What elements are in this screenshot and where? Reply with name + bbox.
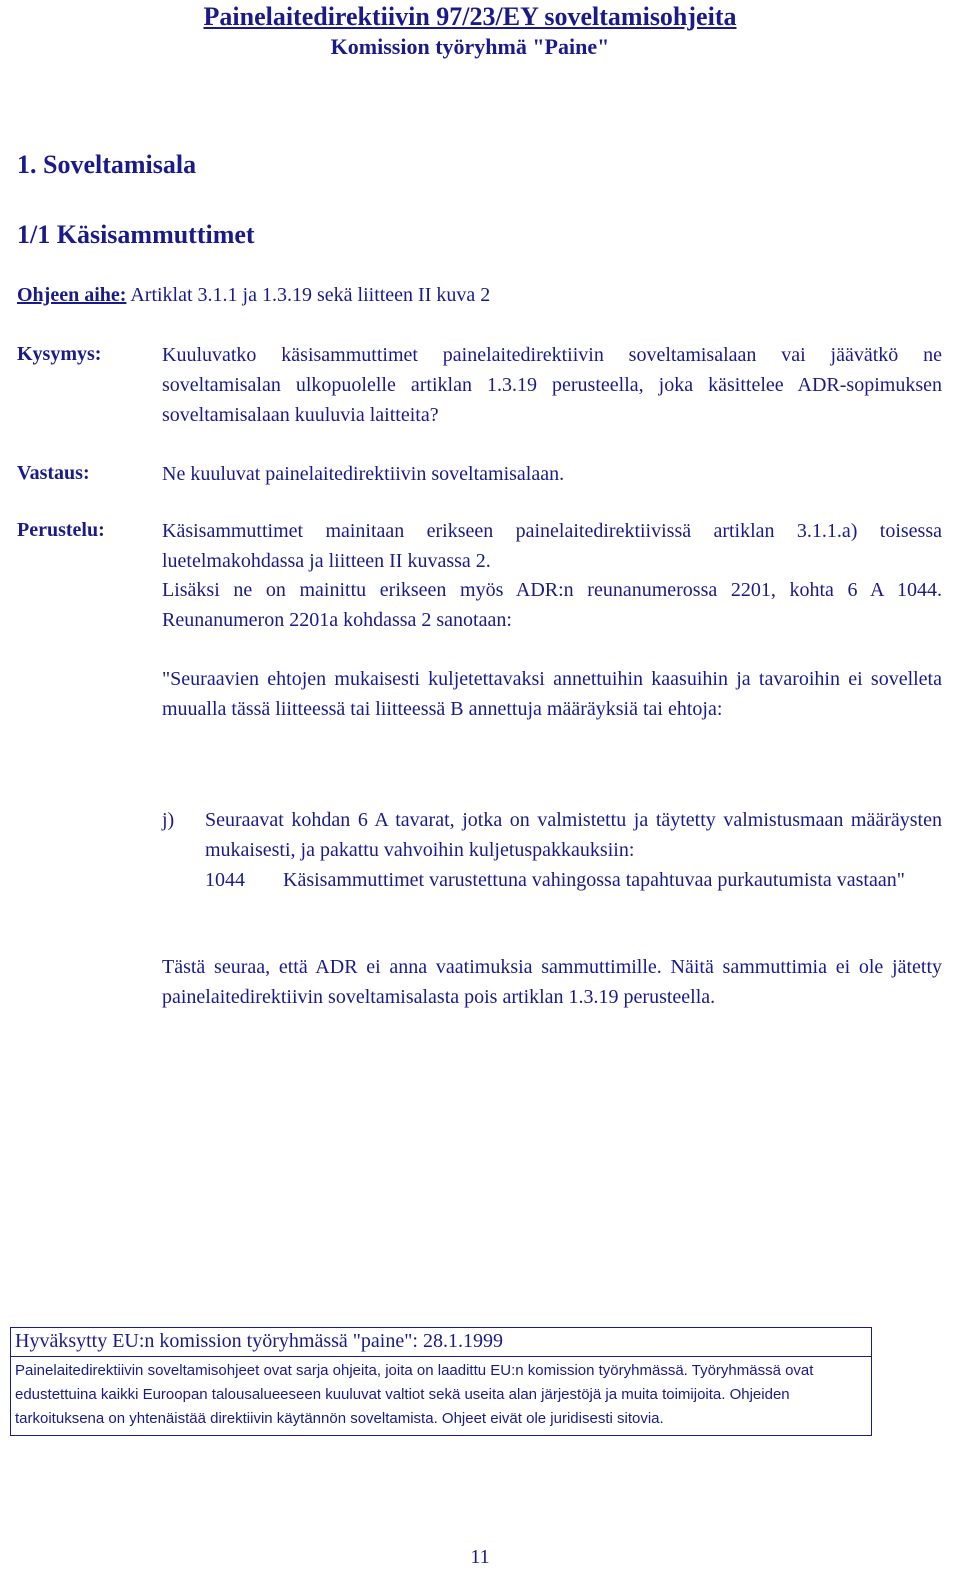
reasoning-label: Perustelu: bbox=[17, 519, 105, 541]
page-number: 11 bbox=[470, 1546, 490, 1568]
question-label: Kysymys: bbox=[17, 343, 102, 365]
reasoning-paragraph: Käsisammuttimet mainitaan erikseen painelaitedirektiivissä artiklan 3.1.1.a) toisessa luetelmakohdassa ja liitteen II kuvassa 2. bbox=[162, 520, 942, 572]
reasoning-para-2 bbox=[162, 575, 942, 635]
question-text bbox=[162, 340, 942, 430]
answer-text bbox=[162, 459, 942, 489]
reasoning-paragraph: "Seuraavien ehtojen mukaisesti kuljetettavaksi annettuihin kaasuihin ja tavaroihin ei sovelleta muualla tässä liitteessä tai liitteessä B annettuja määräyksiä tai ehtoja: bbox=[162, 668, 942, 720]
question-paragraph: Kuuluvatko käsisammuttimet painelaitedirektiivin soveltamisalaan vai jäävätkö ne soveltamisalan ulkopuolelle artiklan 1.3.19 perusteella, joka käsittelee ADR-sopimuksen soveltamisalaan kuuluvia laitteita? bbox=[162, 344, 942, 426]
sub-heading: 1/1 Käsisammuttimet bbox=[17, 220, 255, 249]
reasoning-para-1 bbox=[162, 516, 942, 576]
list-body bbox=[205, 805, 942, 895]
answer-paragraph: Ne kuuluvat painelaitedirektiivin soveltamisalaan. bbox=[162, 463, 565, 485]
reasoning-paragraph: Tästä seuraa, että ADR ei anna vaatimuksia sammuttimille. Näitä sammuttimia ei ole jätetty painelaitedirektiivin soveltamisalasta pois artiklan 1.3.19 perusteella. bbox=[162, 956, 942, 1008]
list-item-text: Seuraavat kohdan 6 A tavarat, jotka on valmistettu ja täytetty valmistusmaan määräysten mukaisesti, ja pakattu vahvoihin kuljetuspakkauksiin: bbox=[205, 809, 942, 861]
topic-value: Artiklat 3.1.1 ja 1.3.19 sekä liitteen II kuva 2 bbox=[130, 284, 491, 306]
item-code: 1044 bbox=[205, 869, 245, 891]
document-title: Painelaitedirektiivin 97/23/EY soveltamisohjeita bbox=[203, 2, 737, 31]
reasoning-para-3 bbox=[162, 664, 942, 724]
document-subtitle: Komission työryhmä "Paine" bbox=[330, 34, 610, 59]
answer-label: Vastaus: bbox=[17, 462, 90, 484]
topic-row bbox=[17, 284, 490, 307]
list-marker: j) bbox=[162, 809, 175, 831]
item-code-text: Käsisammuttimet varustettuna vahingossa tapahtuvaa purkautumista vastaan" bbox=[283, 869, 905, 891]
reasoning-para-4 bbox=[162, 952, 942, 1012]
list-item-code-line bbox=[205, 865, 942, 895]
footer-note: Painelaitedirektiivin soveltamisohjeet ovat sarja ohjeita, joita on laadittu EU:n komission työryhmässä. Työryhmässä ovat edustettuina kaikki Euroopan talousalueeseen kuuluvat valtiot sekä useita alan järjestöjä ja muita toimijoita. Ohjeiden tarkoituksena on yhtenäistää direktiivin käytännön soveltamista. Ohjeet eivät ole juridisesti sitovia. bbox=[15, 1362, 814, 1427]
list-item bbox=[162, 805, 942, 925]
topic-label: Ohjeen aihe: bbox=[17, 284, 127, 306]
reasoning-paragraph: Lisäksi ne on mainittu erikseen myös ADR:n reunanumerossa 2201, kohta 6 A 1044. Reunanumeron 2201a kohdassa 2 sanotaan: bbox=[162, 579, 942, 631]
footer-box bbox=[10, 1327, 872, 1436]
approval-line: Hyväksytty EU:n komission työryhmässä "paine": 28.1.1999 bbox=[11, 1328, 871, 1357]
section-heading: 1. Soveltamisala bbox=[17, 150, 197, 179]
